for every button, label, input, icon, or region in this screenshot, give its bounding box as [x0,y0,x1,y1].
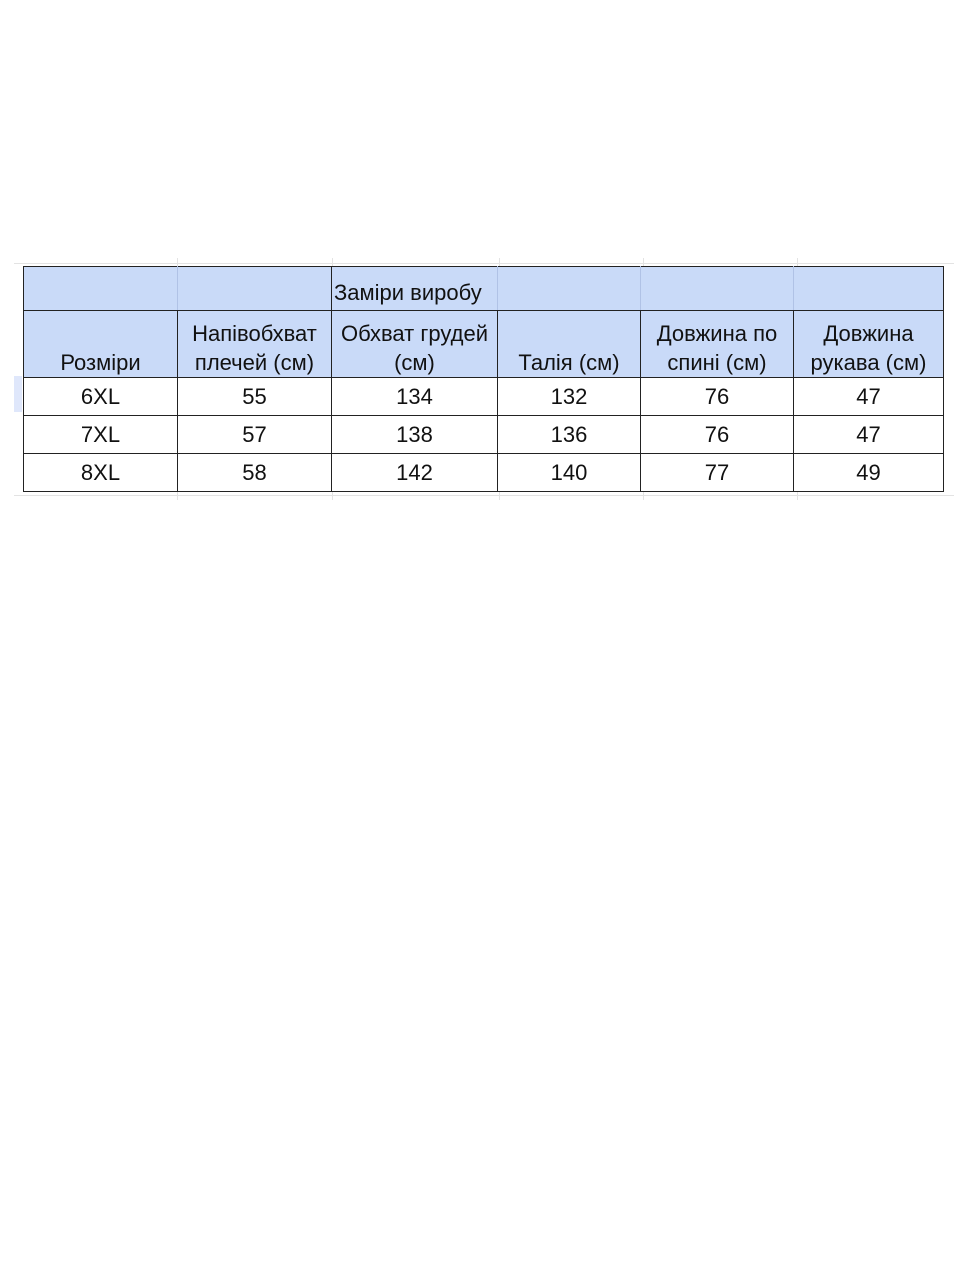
cell-waist[interactable]: 136 [498,416,641,454]
cell-shoulders[interactable]: 55 [178,378,332,416]
cell-sleeve-length[interactable]: 47 [794,378,944,416]
header-title-cell-empty[interactable] [641,267,794,311]
cell-size[interactable]: 7XL [24,416,178,454]
header-title-cell-empty[interactable] [24,267,178,311]
cell-shoulders[interactable]: 57 [178,416,332,454]
header-title-row [24,267,944,311]
cell-sleeve-length[interactable]: 49 [794,454,944,492]
column-header-shoulders[interactable]: Напівобхват плечей (см) [178,311,332,378]
column-header-chest[interactable]: Обхват грудей (см) [332,311,498,378]
gridline [499,258,500,266]
cell-chest[interactable]: 142 [332,454,498,492]
row-selection-indicator [14,376,22,412]
cell-back-length[interactable]: 77 [641,454,794,492]
column-header-sleeve-length[interactable]: Довжина рукава (см) [794,311,944,378]
column-header-size[interactable]: Розміри [24,311,178,378]
cell-back-length[interactable]: 76 [641,416,794,454]
cell-back-length[interactable]: 76 [641,378,794,416]
table-title[interactable]: Заміри виробу [332,267,498,311]
header-row [24,311,944,378]
cell-waist[interactable]: 140 [498,454,641,492]
cell-size[interactable]: 6XL [24,378,178,416]
gridline [797,258,798,266]
table-row [24,416,944,454]
cell-waist[interactable]: 132 [498,378,641,416]
gridline [332,258,333,266]
cell-shoulders[interactable]: 58 [178,454,332,492]
header-title-cell-empty[interactable] [794,267,944,311]
size-chart-table [23,266,944,492]
cell-sleeve-length[interactable]: 47 [794,416,944,454]
cell-chest[interactable]: 134 [332,378,498,416]
cell-chest[interactable]: 138 [332,416,498,454]
cell-size[interactable]: 8XL [24,454,178,492]
header-title-cell-empty[interactable] [178,267,332,311]
column-header-back-length[interactable]: Довжина по спині (см) [641,311,794,378]
column-header-waist[interactable]: Талія (см) [498,311,641,378]
table-row [24,454,944,492]
gridline [14,495,954,496]
gridline [14,263,954,264]
table-row [24,378,944,416]
gridline [643,258,644,266]
header-title-cell-empty[interactable] [498,267,641,311]
gridline [177,258,178,266]
